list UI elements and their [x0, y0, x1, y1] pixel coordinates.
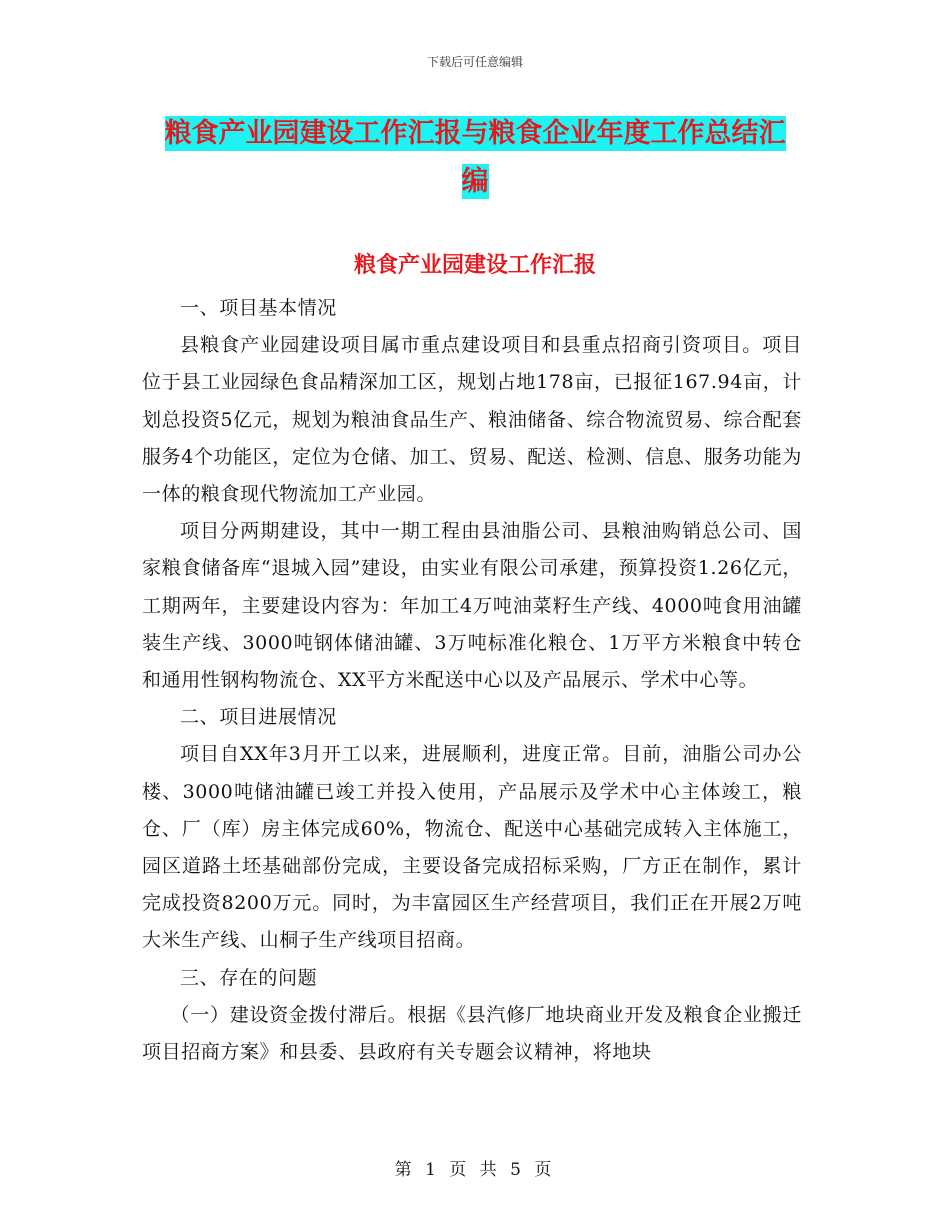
document-body	[142, 290, 802, 1071]
paragraph: 项目自XX年3月开工以来，进展顺利，进度正常。目前，油脂公司办公楼、3000吨储油罐已竣工并投入使用，产品展示及学术中心主体竣工，粮仓、厂（库）房主体完成60%，物流仓、配送中心基础完成转入主体施工，园区道路土坯基础部份完成，主要设备完成招标采购，厂方正在制作，累计完成投资8200万元。同时，为丰富园区生产经营项目，我们正在开展2万吨大米生产线、山桐子生产线项目招商。	[142, 743, 802, 952]
section-heading: 一、项目基本情况	[180, 297, 337, 319]
paragraph: 县粮食产业园建设项目属市重点建设项目和县重点招商引资项目。项目位于县工业园绿色食品精深加工区，规划占地178亩，已报征167.94亩，计划总投资5亿元，规划为粮油食品生产、粮油储备、综合物流贸易、综合配套服务4个功能区，定位为仓储、加工、贸易、配送、检测、信息、服务功能为一体的粮食现代物流加工产业园。	[142, 334, 802, 506]
section-heading: 三、存在的问题	[180, 966, 318, 989]
title-line-1: 粮食产业园建设工作汇报与粮食企业年度工作总结汇	[164, 118, 786, 149]
page-number: 第 1 页 共 5 页	[394, 1160, 556, 1180]
document-title	[140, 110, 810, 206]
paragraph: 项目分两期建设，其中一期工程由县油脂公司、县粮油购销总公司、国家粮食储备库“退城入园”建设，由实业有限公司承建，预算投资1.26亿元，工期两年，主要建设内容为：年加工4万吨油菜籽生产线、4000吨食用油罐装生产线、3000吨钢体储油罐、3万吨标准化粮仓、1万平方米粮食中转仓和通用性钢构物流仓、XX平方米配送中心以及产品展示、学术中心等。	[142, 520, 802, 692]
title-line-2: 编	[461, 166, 489, 197]
section-heading: 二、项目进展情况	[180, 706, 337, 729]
header-note: 下载后可任意编辑	[426, 55, 523, 69]
paragraph: （一）建设资金拨付滞后。根据《县汽修厂地块商业开发及粮食企业搬迁项目招商方案》和县委、县政府有关专题会议精神，将地块	[142, 1003, 802, 1064]
document-subtitle: 粮食产业园建设工作汇报	[353, 253, 596, 278]
